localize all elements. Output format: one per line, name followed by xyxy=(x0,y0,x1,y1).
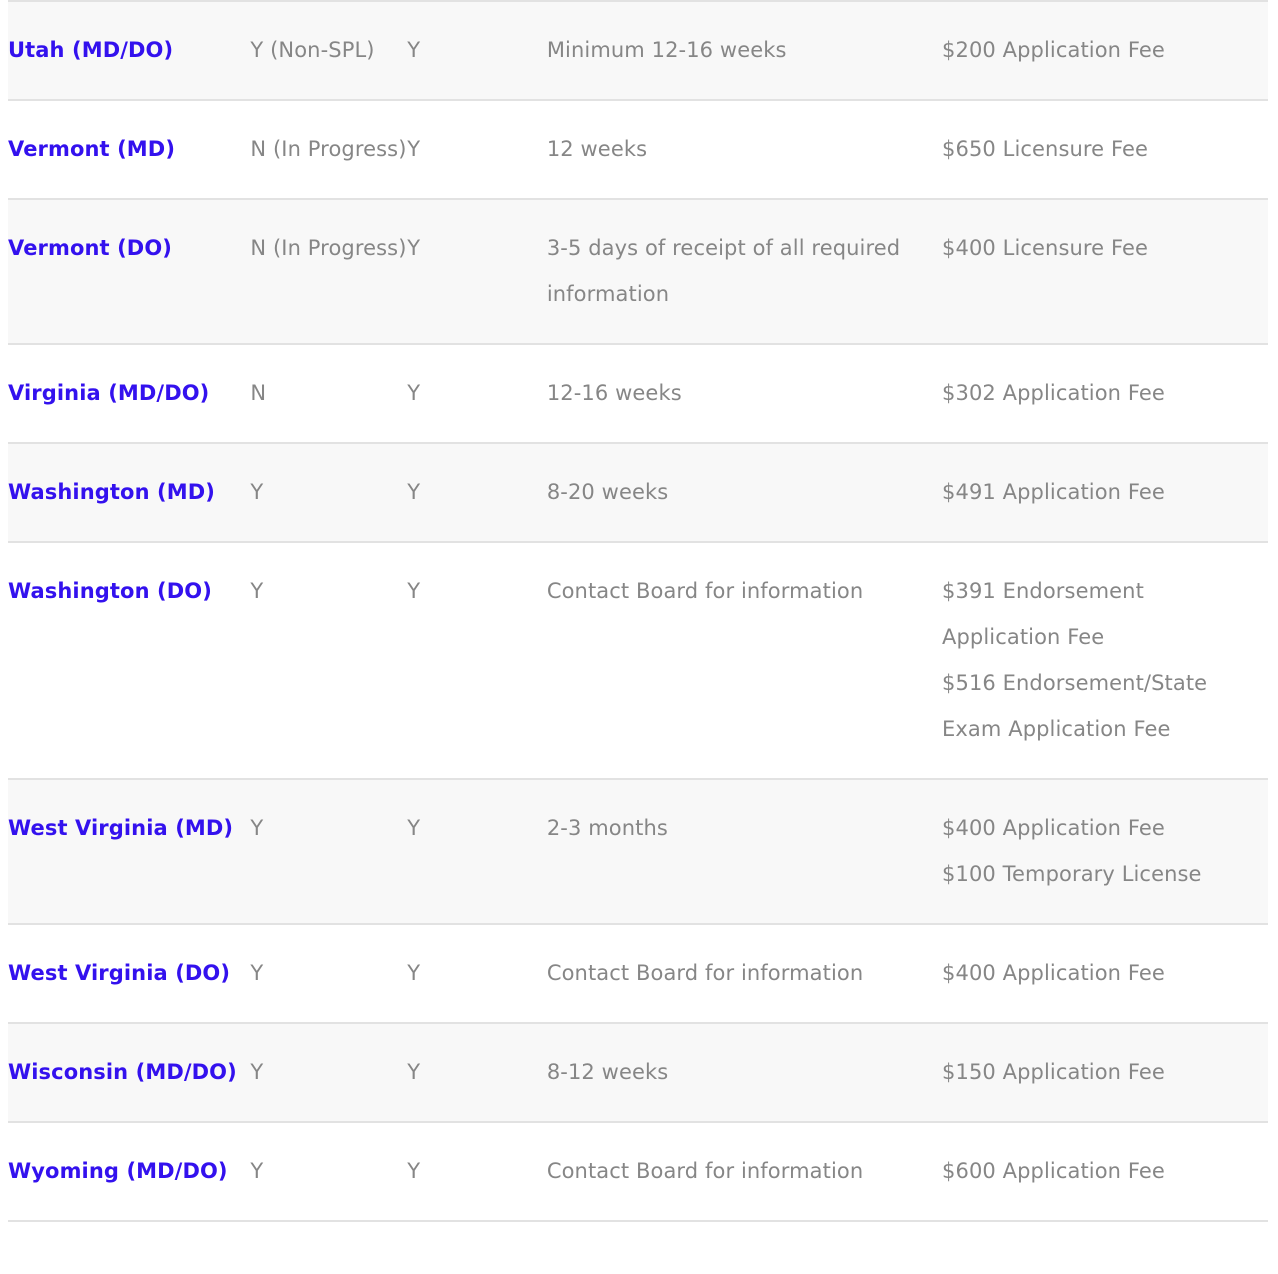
cell-compact-status-text: Y xyxy=(250,1159,264,1183)
cell-fees xyxy=(942,779,1268,924)
table-row xyxy=(8,1,1268,100)
cell-imlc-status xyxy=(407,1,547,100)
state-link[interactable]: Vermont (MD) xyxy=(8,137,176,161)
cell-processing-time-text: Contact Board for information xyxy=(546,961,864,985)
cell-state xyxy=(8,443,250,542)
fee-line: $200 Application Fee xyxy=(942,38,1165,62)
cell-fees xyxy=(942,542,1268,779)
cell-state xyxy=(8,779,250,924)
fee-line: $516 Endorsement/State Exam Application Fee xyxy=(942,671,1208,741)
cell-compact-status xyxy=(250,1122,407,1221)
cell-processing-time-text: 2-3 months xyxy=(546,816,668,840)
cell-state xyxy=(8,924,250,1023)
table-row xyxy=(8,443,1268,542)
cell-state xyxy=(8,344,250,443)
cell-compact-status-text: Y xyxy=(250,480,264,504)
cell-imlc-status xyxy=(407,344,547,443)
cell-fees xyxy=(942,344,1268,443)
cell-compact-status xyxy=(250,1,407,100)
cell-compact-status-text: N xyxy=(250,381,267,405)
cell-fees xyxy=(942,199,1268,344)
fee-line: $302 Application Fee xyxy=(942,381,1165,405)
cell-imlc-status xyxy=(407,542,547,779)
cell-imlc-status xyxy=(407,199,547,344)
cell-imlc-status-text: Y xyxy=(407,1060,421,1084)
table-row xyxy=(8,1023,1268,1122)
fee-line: $650 Licensure Fee xyxy=(942,137,1149,161)
state-link[interactable]: West Virginia (DO) xyxy=(8,961,231,985)
cell-fees xyxy=(942,100,1268,199)
cell-processing-time-text: 8-20 weeks xyxy=(546,480,669,504)
fee-line: $150 Application Fee xyxy=(942,1060,1165,1084)
fee-line: $100 Temporary License xyxy=(942,862,1202,886)
cell-processing-time xyxy=(547,924,942,1023)
state-link[interactable]: Wyoming (MD/DO) xyxy=(8,1159,228,1183)
cell-compact-status-text: Y xyxy=(250,816,264,840)
table-row xyxy=(8,199,1268,344)
table-row xyxy=(8,1122,1268,1221)
cell-imlc-status xyxy=(407,924,547,1023)
fee-line: $491 Application Fee xyxy=(942,480,1165,504)
cell-compact-status xyxy=(250,542,407,779)
cell-fees xyxy=(942,1,1268,100)
cell-state xyxy=(8,100,250,199)
cell-compact-status-text: Y (Non-SPL) xyxy=(250,38,375,62)
cell-compact-status xyxy=(250,779,407,924)
cell-compact-status-text: N (In Progress) xyxy=(250,137,407,161)
state-licensure-table xyxy=(8,0,1268,1222)
cell-compact-status xyxy=(250,443,407,542)
cell-compact-status-text: Y xyxy=(250,1060,264,1084)
cell-compact-status-text: N (In Progress) xyxy=(250,236,407,260)
cell-imlc-status-text: Y xyxy=(407,381,421,405)
cell-processing-time-text: 3-5 days of receipt of all required information xyxy=(546,236,901,306)
cell-processing-time xyxy=(547,344,942,443)
state-link[interactable]: Washington (DO) xyxy=(8,579,212,603)
fee-line: $400 Application Fee xyxy=(942,961,1165,985)
cell-imlc-status-text: Y xyxy=(407,480,421,504)
cell-fees xyxy=(942,443,1268,542)
cell-state xyxy=(8,199,250,344)
cell-processing-time xyxy=(547,199,942,344)
fee-line: $400 Application Fee xyxy=(942,816,1165,840)
state-link[interactable]: Vermont (DO) xyxy=(8,236,172,260)
cell-processing-time-text: Minimum 12-16 weeks xyxy=(546,38,787,62)
table-row xyxy=(8,100,1268,199)
cell-imlc-status xyxy=(407,779,547,924)
cell-imlc-status-text: Y xyxy=(407,816,421,840)
cell-imlc-status-text: Y xyxy=(407,236,421,260)
cell-imlc-status-text: Y xyxy=(407,137,421,161)
cell-imlc-status-text: Y xyxy=(407,579,421,603)
cell-compact-status-text: Y xyxy=(250,579,264,603)
cell-imlc-status-text: Y xyxy=(407,1159,421,1183)
cell-processing-time-text: Contact Board for information xyxy=(546,1159,864,1183)
cell-state xyxy=(8,1023,250,1122)
state-link[interactable]: Virginia (MD/DO) xyxy=(8,381,210,405)
cell-compact-status xyxy=(250,100,407,199)
cell-fees xyxy=(942,924,1268,1023)
state-link[interactable]: Washington (MD) xyxy=(8,480,215,504)
state-link[interactable]: Utah (MD/DO) xyxy=(8,38,174,62)
cell-processing-time xyxy=(547,100,942,199)
cell-processing-time-text: Contact Board for information xyxy=(546,579,864,603)
table-row xyxy=(8,924,1268,1023)
cell-state xyxy=(8,1,250,100)
cell-imlc-status xyxy=(407,1122,547,1221)
cell-processing-time xyxy=(547,542,942,779)
cell-processing-time xyxy=(547,779,942,924)
cell-compact-status-text: Y xyxy=(250,961,264,985)
cell-compact-status xyxy=(250,199,407,344)
cell-processing-time xyxy=(547,1023,942,1122)
cell-imlc-status xyxy=(407,100,547,199)
cell-imlc-status xyxy=(407,1023,547,1122)
table-body xyxy=(8,1,1268,1221)
state-link[interactable]: West Virginia (MD) xyxy=(8,816,234,840)
cell-processing-time-text: 8-12 weeks xyxy=(546,1060,669,1084)
cell-compact-status xyxy=(250,924,407,1023)
cell-processing-time xyxy=(547,1,942,100)
cell-compact-status xyxy=(250,344,407,443)
table-row xyxy=(8,344,1268,443)
cell-fees xyxy=(942,1023,1268,1122)
cell-imlc-status xyxy=(407,443,547,542)
table-row xyxy=(8,542,1268,779)
cell-compact-status xyxy=(250,1023,407,1122)
cell-imlc-status-text: Y xyxy=(407,961,421,985)
cell-imlc-status-text: Y xyxy=(407,38,421,62)
cell-processing-time xyxy=(547,443,942,542)
cell-state xyxy=(8,542,250,779)
cell-processing-time xyxy=(547,1122,942,1221)
fee-line: $391 Endorsement Application Fee xyxy=(942,579,1144,649)
cell-state xyxy=(8,1122,250,1221)
table-row xyxy=(8,779,1268,924)
fee-line: $400 Licensure Fee xyxy=(942,236,1149,260)
cell-processing-time-text: 12-16 weeks xyxy=(546,381,682,405)
cell-processing-time-text: 12 weeks xyxy=(546,137,648,161)
fee-line: $600 Application Fee xyxy=(942,1159,1165,1183)
cell-fees xyxy=(942,1122,1268,1221)
state-link[interactable]: Wisconsin (MD/DO) xyxy=(8,1060,237,1084)
